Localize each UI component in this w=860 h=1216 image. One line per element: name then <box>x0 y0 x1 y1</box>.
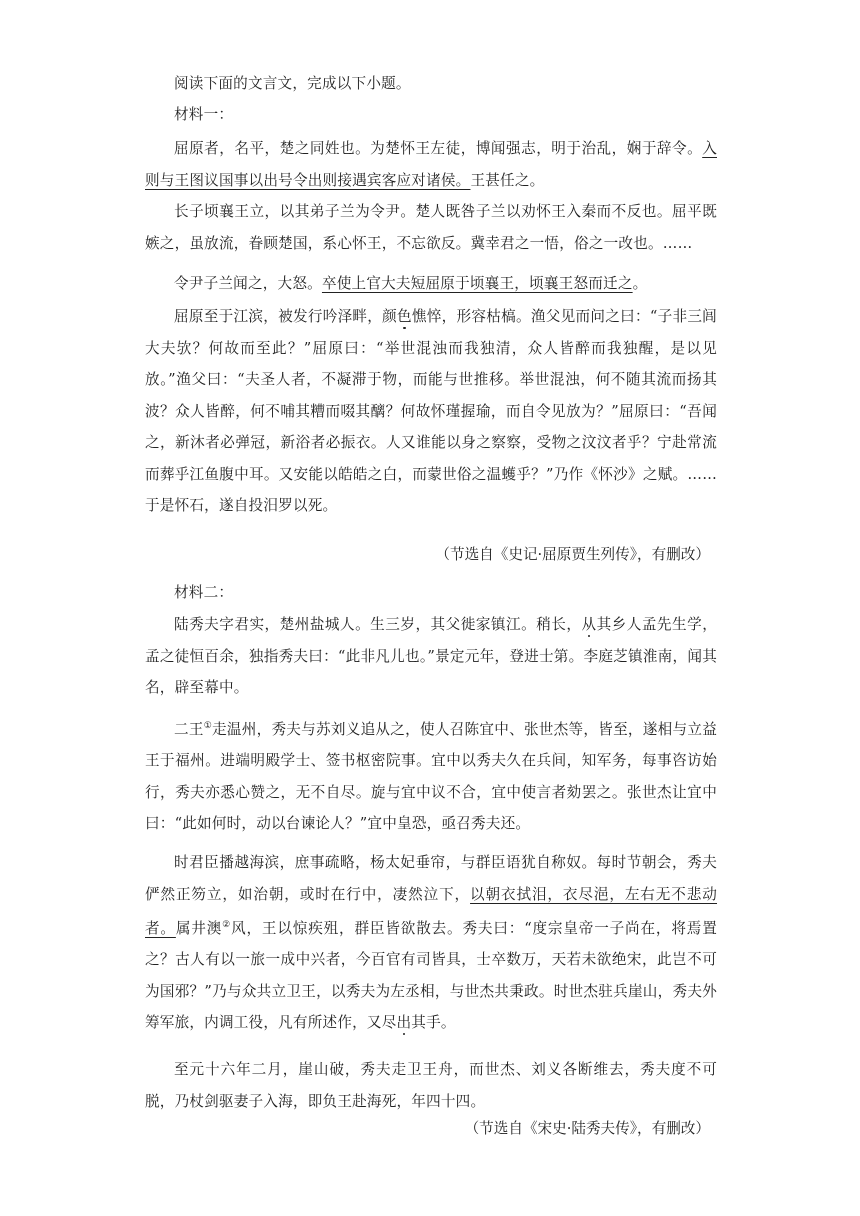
m1-paragraph-1: 屈原者，名平，楚之同姓也。为楚怀王左徒，博闻强志，明于治乱，娴于辞令。入则与王图议国事以出号令出则接遇宾客应对诸侯。王甚任之。 <box>145 140 717 189</box>
footnote-marker: ② <box>222 920 232 930</box>
m1-paragraph-3: 令尹子兰闻之，大怒。卒使上官大夫短屈原于顷襄王，顷襄王怒而迁之。 <box>174 275 648 292</box>
dotted-character: 从 <box>581 616 597 633</box>
underlined-sentence: 入则与王图议国事以出号令出则接遇宾客应对诸侯。 <box>145 140 717 189</box>
m1-paragraph-4: 屈原至于江滨，被发行吟泽畔，颜色憔悴，形容枯槁。渔父见而问之曰：“子非三闾大夫欤？何故而至此？”屈原曰：“举世混浊而我独清，众人皆醉而我独醒，是以见放。”渔父曰：“夫圣人者，不凝滞于物，而能与世推移。举世混浊，何不随其流而扬其波？众人皆醉，何不哺其糟而啜其醨？何故怀瑾握瑜，而自令见放为？”屈原曰：“吾闻之，新沐者必弹冠，新浴者必振衣。人又谁能以身之察察，受物之汶汶者乎？宁赴常流而葬乎江鱼腹中耳。又安能以皓皓之白，而蒙世俗之温蠖乎？”乃作《怀沙》之赋。……于是怀石，遂自投汨罗以死。 <box>145 308 717 514</box>
m2-paragraph-3: 时君臣播越海滨，庶事疏略，杨太妃垂帘，与群臣语犹自称奴。每时节朝会，秀夫俨然正笏立，如治朝，或时在行中，凄然泣下，以朝衣拭泪，衣尽浥，左右无不悲动者。属井澳②风，王以惊疾殂，群臣皆欲散去。秀夫曰：“度宗皇帝一子尚在，将焉置之？古人有以一旅一成中兴者，今百官有司皆具，士卒数万，天若未欲绝宋，此岂不可为国邪？”乃与众共立卫王，以秀夫为左丞相，与世杰共秉政。时世杰驻兵崖山，秀夫外筹军旅，内调工役，凡有所述作，又尽出其手。 <box>145 854 718 1032</box>
m2-source: （节选自《宋史·陆秀夫传》，有删改） <box>464 1120 710 1137</box>
material-one-heading: 材料一： <box>174 106 234 123</box>
m2-paragraph-2: 二王①走温州，秀夫与苏刘义追从之，使人召陈宜中、张世杰等，皆至，遂相与立益王于福州。进端明殿学士、签书枢密院事。宜中以秀夫久在兵间，知军务，每事咨访始行，秀夫亦悉心赞之，无不自尽。旋与宜中议不合，宜中使言者劾罢之。张世杰让宜中曰：“此如何时，动以台谏论人？”宜中皇恐，亟召秀夫还。 <box>145 720 717 833</box>
material-two-heading: 材料二： <box>174 584 234 601</box>
underlined-sentence: 以朝衣拭泪，衣尽浥，左右无不悲动者。 <box>145 885 718 937</box>
m1-source: （节选自《史记·屈原贾生列传》，有删改） <box>435 546 710 563</box>
dotted-character: 色 <box>397 308 412 325</box>
m2-paragraph-1: 陆秀夫字君实，楚州盐城人。生三岁，其父徙家镇江。稍长，从其乡人孟先生学，孟之徒恒百余，独指秀夫曰：“此非凡儿也。”景定元年，登进士第。李庭芝镇淮南，闻其名，辟至幕中。 <box>145 616 717 696</box>
instruction-line: 阅读下面的文言文，完成以下小题。 <box>174 75 411 92</box>
underlined-sentence: 卒使上官大夫短屈原于顷襄王，顷襄王怒而迁之 <box>321 275 633 292</box>
dotted-character: 出 <box>396 1014 412 1032</box>
footnote-marker: ① <box>203 721 213 731</box>
m1-paragraph-2: 长子顷襄王立，以其弟子兰为令尹。楚人既咎子兰以劝怀王入秦而不反也。屈平既嫉之，虽放流，眷顾楚国，系心怀王，不忘欲反。冀幸君之一悟，俗之一改也。…… <box>145 203 717 252</box>
m2-paragraph-4: 至元十六年二月，崖山破，秀夫走卫王舟，而世杰、刘义各断维去，秀夫度不可脱，乃杖剑驱妻子入海，即负王赴海死，年四十四。 <box>145 1061 717 1110</box>
